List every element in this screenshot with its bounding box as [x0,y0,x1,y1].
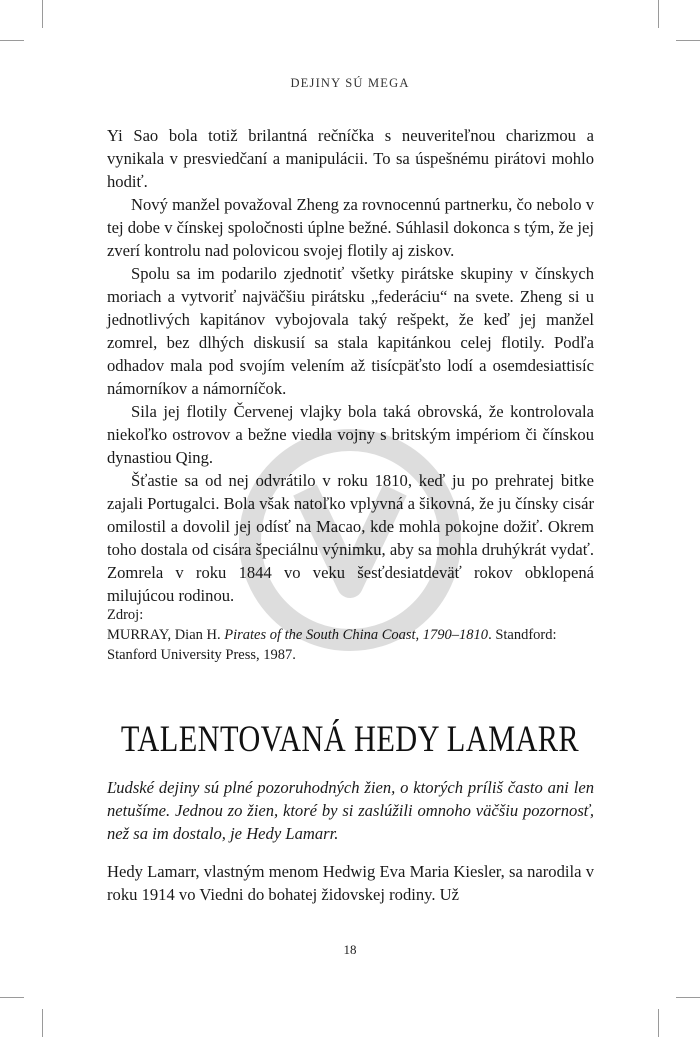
lead-paragraph: Ľudské dejiny sú plné pozoruhodných žien, o ktorých príliš často ani len netušíme. Jednou zo žien, ktoré by si zaslúžili omnoho väčšiu pozornosť, než sa im dostalo, je Hedy Lamarr. [107,778,594,843]
source-label: Zdroj: [107,607,144,623]
paragraph: Yi Sao bola totiž brilantná rečníčka s neuveriteľnou charizmou a vynikala v presviedčaní a manipulácii. To sa úspešnému pirátovi mohlo hodiť. [107,126,594,191]
source-title: Pirates of the South China Coast, 1790–1810 [224,627,489,643]
crop-mark-top-left-h [0,40,24,41]
body-text [107,124,594,607]
crop-mark-bottom-right-h [676,997,700,998]
source-reference [107,625,594,665]
crop-mark-bottom-left-h [0,997,24,998]
crop-mark-top-right-h [676,40,700,41]
paragraph: Šťastie sa od nej odvrátilo v roku 1810, keď ju po prehratej bitke zajali Portugalci. Bola však natoľko vplyvná a šikovná, že ju čínsky cisár omilostil a dovolil jej odísť na Macao, kde mohla pokojne dožiť. Okrem toho dostala od cisára špeciálnu výnimku, aby sa mohla druhýkrát vydať. Zomrela v roku 1844 vo veku šesťdesiatdeväť rokov obklopená milujúcou rodinou. [107,471,594,605]
source-citation [107,605,594,665]
crop-mark-bottom-left [42,1009,43,1037]
paragraph: Spolu sa im podarilo zjednotiť všetky pirátske skupiny v čínskych moriach a vytvoriť najväčšiu pirátsku „federáciu“ na svete. Zheng si u jednotlivých kapitánov vybojovala taký rešpekt, že keď jej manžel zomrel, bez dlhých diskusií sa stala kapitánkou celej flotily. Podľa odhadov mala pod svojím velením až tisícpäťsto lodí a osemdesiattisíc námorníkov a námorníčok. [107,264,594,398]
paragraph: Sila jej flotily Červenej vlajky bola taká obrovská, že kontrolovala niekoľko ostrovov a bežne viedla vojny s britským impériom či čínskou dynastiou Qing. [107,402,594,467]
paragraph: Nový manžel považoval Zheng za rovnocennú partnerku, čo nebolo v tej dobe v čínskej spoločnosti úplne bežné. Súhlasil dokonca s tým, že jej zverí kontrolu nad polovicou svojej flotily aj ziskov. [107,195,594,260]
running-head: DEJINY SÚ MEGA [290,76,410,90]
paragraph: Hedy Lamarr, vlastným menom Hedwig Eva Maria Kiesler, sa narodila v roku 1914 vo Viedni do bohatej židovskej rodiny. Už [107,862,594,904]
chapter-lead [107,776,594,845]
chapter-body [107,860,594,906]
page-number: 18 [343,942,357,957]
chapter-title: TALENTOVANÁ HEDY LAMARR [120,719,580,760]
crop-mark-top-right [658,0,659,28]
source-publisher: . Standford: Stanford University Press, 1987. [107,627,557,663]
crop-mark-top-left [42,0,43,28]
crop-mark-bottom-right [658,1009,659,1037]
source-author: MURRAY, Dian H. [107,627,221,643]
